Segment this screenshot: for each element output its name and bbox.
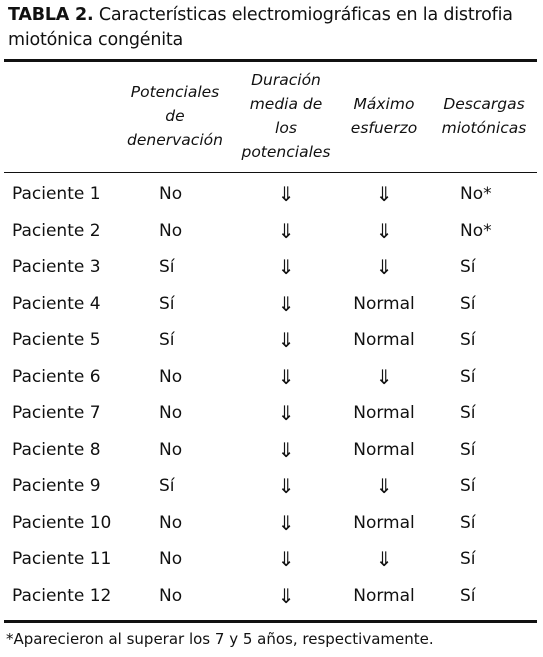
table-row (0, 505, 543, 541)
table-row (0, 395, 543, 431)
duration-decrease-icon: ⇓ (277, 583, 295, 608)
myotonic-cell: No* (460, 220, 492, 241)
table-title (8, 3, 533, 53)
denervation-cell: No (159, 366, 183, 387)
denervation-cell: Sí (159, 257, 175, 277)
max-effort-cell: ⇓ (375, 364, 393, 389)
table-row (0, 541, 543, 577)
duration-decrease-icon: ⇓ (277, 547, 295, 571)
myotonic-cell: Sí (460, 585, 476, 606)
table-row (0, 213, 543, 249)
table-row (0, 359, 543, 395)
patient-cell: Paciente 7 (12, 403, 101, 423)
table-row (0, 176, 543, 212)
table-footnote: *Aparecieron al superar los 7 y 5 años, respectivamente. (6, 630, 434, 648)
patient-cell: Paciente 11 (12, 549, 112, 569)
table-row (0, 468, 543, 504)
myotonic-cell: Sí (460, 293, 476, 314)
header-duration (236, 64, 336, 168)
patient-cell: Paciente 5 (12, 330, 101, 350)
max-effort-cell: Normal (353, 293, 415, 314)
patient-cell: Paciente 1 (12, 184, 101, 204)
header-max-effort-line: Máximo (353, 95, 415, 113)
myotonic-cell: Sí (460, 439, 476, 460)
table-row (0, 432, 543, 468)
duration-decrease-icon: ⇓ (277, 474, 295, 498)
myotonic-cell: Sí (460, 366, 476, 387)
header-denervation (120, 64, 230, 168)
max-effort-cell: Normal (353, 585, 415, 606)
header-duration-line: potenciales (241, 143, 331, 161)
max-effort-cell: Normal (353, 403, 415, 423)
header-myotonic (432, 64, 536, 168)
header-denervation-line: denervación (127, 131, 223, 149)
header-denervation-line: de (165, 107, 185, 125)
myotonic-cell: No* (460, 184, 492, 204)
duration-decrease-icon: ⇓ (277, 218, 295, 243)
denervation-cell: No (159, 512, 183, 533)
denervation-cell: No (159, 439, 183, 460)
duration-decrease-icon: ⇓ (277, 437, 295, 462)
max-effort-cell: ⇓ (375, 218, 393, 243)
patient-cell: Paciente 10 (12, 512, 112, 533)
myotonic-cell: Sí (460, 257, 476, 277)
denervation-cell: Sí (159, 476, 175, 496)
patient-cell: Paciente 3 (12, 257, 101, 277)
table-row (0, 286, 543, 322)
denervation-cell: No (159, 585, 183, 606)
duration-decrease-icon: ⇓ (277, 255, 295, 279)
max-effort-cell: Normal (353, 439, 415, 460)
denervation-cell: No (159, 184, 183, 204)
duration-decrease-icon: ⇓ (277, 364, 295, 389)
table-label: TABLA 2. (8, 5, 94, 25)
table-row (0, 249, 543, 285)
myotonic-cell: Sí (460, 512, 476, 533)
max-effort-cell: ⇓ (375, 255, 393, 279)
header-myotonic-line: miotónicas (441, 119, 527, 137)
denervation-cell: No (159, 220, 183, 241)
duration-decrease-icon: ⇓ (277, 182, 295, 206)
myotonic-cell: Sí (460, 330, 476, 350)
myotonic-cell: Sí (460, 476, 476, 496)
table-caption: Características electromiográficas en la distrofia miotónica congénita (8, 5, 513, 50)
myotonic-cell: Sí (460, 403, 476, 423)
patient-cell: Paciente 2 (12, 220, 101, 241)
patient-cell: Paciente 12 (12, 585, 112, 606)
header-max-effort (338, 64, 430, 168)
patient-cell: Paciente 6 (12, 366, 101, 387)
table-row (0, 578, 543, 614)
header-myotonic-line: Descargas (443, 95, 525, 113)
duration-decrease-icon: ⇓ (277, 328, 295, 352)
max-effort-cell: Normal (353, 330, 415, 350)
max-effort-cell: ⇓ (375, 182, 393, 206)
header-denervation-line: Potenciales (130, 83, 220, 101)
max-effort-cell: Normal (353, 512, 415, 533)
denervation-cell: No (159, 549, 183, 569)
duration-decrease-icon: ⇓ (277, 401, 295, 425)
max-effort-cell: ⇓ (375, 474, 393, 498)
header-duration-line: Duración (251, 71, 321, 89)
duration-decrease-icon: ⇓ (277, 510, 295, 535)
max-effort-cell: ⇓ (375, 547, 393, 571)
duration-decrease-icon: ⇓ (277, 291, 295, 316)
patient-cell: Paciente 9 (12, 476, 101, 496)
table-row (0, 322, 543, 358)
header-duration-line: los (275, 119, 297, 137)
top-rule (4, 59, 537, 62)
denervation-cell: Sí (159, 330, 175, 350)
patient-cell: Paciente 4 (12, 293, 101, 314)
header-duration-line: media de (249, 95, 323, 113)
denervation-cell: Sí (159, 293, 175, 314)
myotonic-cell: Sí (460, 549, 476, 569)
header-max-effort-line: esfuerzo (350, 119, 418, 137)
header-rule (4, 172, 537, 173)
denervation-cell: No (159, 403, 183, 423)
bottom-rule (4, 620, 537, 623)
patient-cell: Paciente 8 (12, 439, 101, 460)
